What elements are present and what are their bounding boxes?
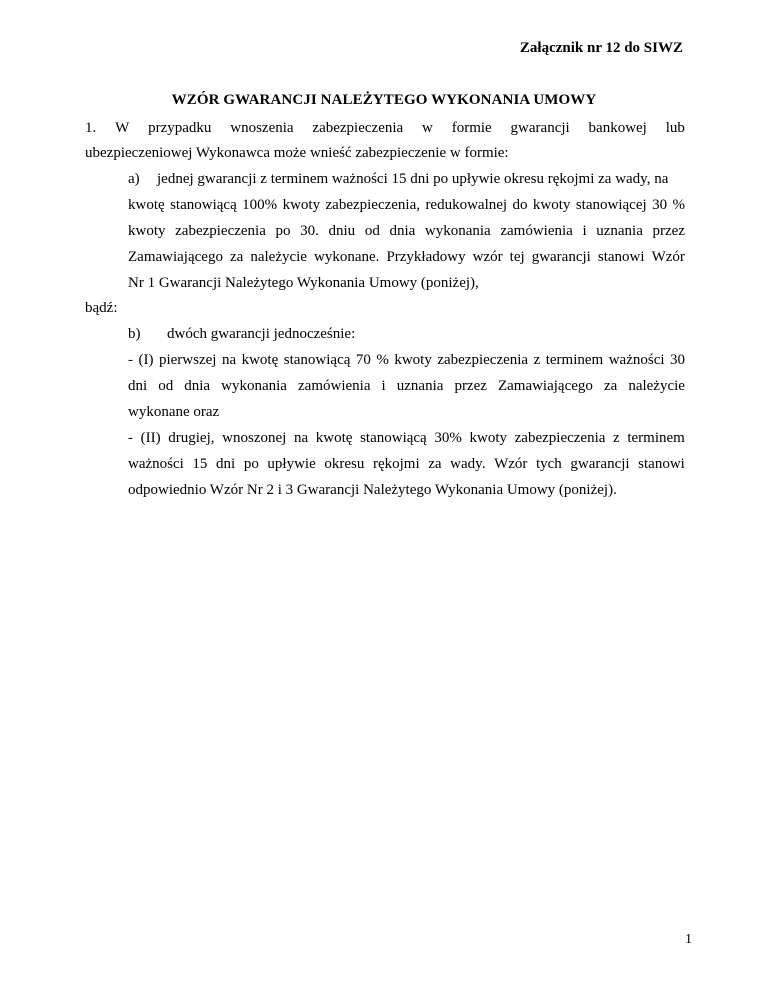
word: gwarancji [570,456,630,472]
word: stanowiącą [360,430,427,446]
word: dniu [328,223,356,239]
option-b-second-line1 [128,430,685,447]
word: stanowiącą [283,352,351,368]
word: po [243,456,259,472]
section1-line2: ubezpieczeniowej Wykonawca może wnieść zabezpieczenie w formie: [85,145,509,161]
word: zabezpieczenia [437,352,529,368]
word: Przykładowy [386,249,466,265]
option-a-line3 [128,223,685,240]
word: zabezpieczenia [175,223,266,239]
word: 30% [434,430,462,446]
word: 30 [670,352,685,368]
word: kwotę [315,430,353,446]
page-number: 1 [685,932,692,947]
word: kwoty [128,223,166,239]
word: w [422,120,433,136]
word: kwoty [394,352,432,368]
word: tych [535,456,562,472]
word: redukowalnej [425,197,508,213]
word: bankowej [588,120,647,136]
option-b-first-line1 [128,352,685,369]
word: przez [454,378,487,394]
option-a-line2 [128,197,685,214]
word: przypadku [148,120,212,136]
word: wnoszenia [230,120,294,136]
word: dni [128,378,148,394]
option-b-first-line3: wykonane oraz [128,404,220,420]
word: okresu [324,456,365,472]
word: stanowi [597,249,645,265]
word: i [381,378,386,394]
word: - [128,352,133,368]
word: za [229,249,244,265]
option-b-first-line2 [128,378,685,395]
word: za [603,378,618,394]
word: kwotę [128,197,165,213]
word: kwoty [532,197,571,213]
word: do [512,197,528,213]
word: 15 [192,456,208,472]
word: wykonane. [314,249,380,265]
attachment-header: Załącznik nr 12 do SIWZ [519,40,683,56]
option-a-line5: Nr 1 Gwarancji Należytego Wykonania Umowy (poniżej), [128,275,479,291]
word: % [376,352,389,368]
word: z [533,352,541,368]
word: upływie [267,456,316,472]
word: wnoszonej [222,430,287,446]
word: dni [216,456,236,472]
word: gwarancji [510,120,570,136]
word: (I) [138,352,154,368]
option-a-line4 [128,249,685,266]
section1-line1 [85,120,685,137]
word: % [672,197,685,213]
word: i [582,223,587,239]
word: wykonania [221,378,287,394]
word: wady. [450,456,486,472]
word: - [128,430,133,446]
word: z [613,430,620,446]
option-b-second-line2 [128,456,685,473]
word: ważności [608,352,665,368]
word: 100% [242,197,278,213]
word: zabezpieczenia [312,120,404,136]
word: zabezpieczenia, [325,197,421,213]
word: przez [652,223,685,239]
word: Wzór [651,249,685,265]
word: lub [665,120,685,136]
option-b-line1: dwóch gwarancji jednocześnie: [167,326,356,342]
word: kwoty [282,197,321,213]
word: pierwszej [158,352,217,368]
option-a-label: a) [128,171,140,187]
word: zabezpieczenia [514,430,606,446]
word: gwarancji [531,249,591,265]
word: Wzór [494,456,528,472]
word: zamówienia [298,378,371,394]
word: kwoty [469,430,507,446]
word: na [293,430,309,446]
word: 30. [300,223,319,239]
word: Zamawiającego [128,249,223,265]
word: drugiej, [168,430,215,446]
word: od [158,378,174,394]
word: formie [451,120,492,136]
word: (II) [140,430,161,446]
word: po [275,223,291,239]
word: 70 [355,352,371,368]
word: dnia [184,378,211,394]
word: terminem [545,352,604,368]
word: 1. [85,120,97,136]
word: tej [509,249,525,265]
option-b-second-line3: odpowiednio Wzór Nr 2 i 3 Gwarancji Należytego Wykonania Umowy (poniżej). [128,482,617,498]
word: dnia [389,223,416,239]
word: stanowiącą [170,197,237,213]
word: kwotę [241,352,279,368]
word: rękojmi [372,456,420,472]
word: na [221,352,237,368]
word: za [428,456,442,472]
option-b-label: b) [128,326,141,342]
word: ważności [128,456,184,472]
word: stanowiącej [575,197,647,213]
word: zamówienia [500,223,573,239]
word: wykonania [424,223,491,239]
document-title: WZÓR GWARANCJI NALEŻYTEGO WYKONANIA UMOWY [171,92,597,108]
word: wzór [472,249,503,265]
word: stanowi [638,456,685,472]
word: Zamawiającego [497,378,593,394]
word: od [364,223,380,239]
option-a-line1: jednej gwarancji z terminem ważności 15 dni po upływie okresu rękojmi za wady, na [157,171,669,187]
word: należycie [628,378,685,394]
word: uznania [596,223,643,239]
word: W [115,120,130,136]
word: należycie [250,249,307,265]
word: terminem [627,430,685,446]
word: 30 [652,197,668,213]
word: uznania [396,378,444,394]
connector-text: bądź: [85,300,118,316]
